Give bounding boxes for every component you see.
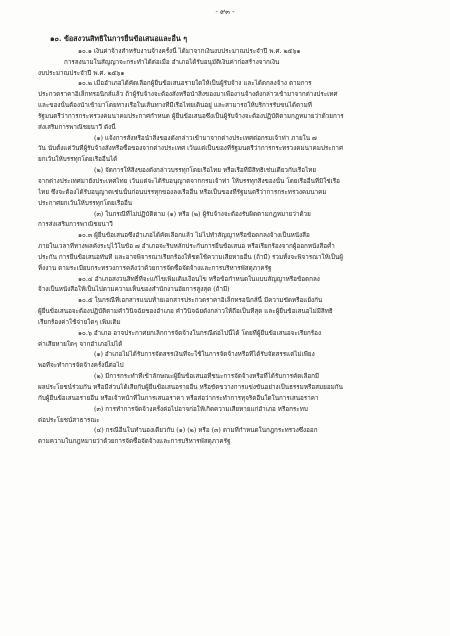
text-line: ต่อประโยชน์สาธารณะ xyxy=(38,416,100,424)
section-heading: ๑๐. ข้อสงวนสิทธิในการยื่นข้อเสนอและอื่น ๆ xyxy=(50,34,188,43)
text-line: ไทย ซึ่งจะต้องได้รับอนุญาตเช่นนั้นก่อนบรรทุกของลงเรืออื่น หรือเป็นของที่รัฐมนตรีว่าการกระทรวงคมนาคม xyxy=(38,188,327,196)
page-number: - ๙๓ - xyxy=(215,8,235,16)
text-line: ภายในเวลาที่ทางพลคังระบุไว้ในข้อ ๗ อำเภอจะริบหลักประกันการยื่นข้อเสนอ หรือเรียกร้องจากผู้ออกหนังสือค้ำ xyxy=(38,243,335,251)
text-line: กับผู้ยื่นข้อเสนอรายอื่น หรือเจ้าหน้าที่ในการเสนอราคา หรือส่อว่ากระทำการทุจริตอื่นใดในการเสนอราคา xyxy=(38,394,319,402)
text-line: ๑๐.๔ อำเภอสงวนสิทธิ์ที่จะแก้ไขเพิ่มเติมเงื่อนไข หรือข้อกำหนดในแบบสัญญาหรือข้อตกลง xyxy=(78,275,320,283)
text-line: (๑) แจ้งการสั่งหรือนำสิ่งของดังกล่าวเข้ามาจากต่างประเทศต่อกรมเจ้าท่า ภายใน ๗ xyxy=(94,134,317,142)
text-line: ตามความในกฎหมายว่าด้วยการจัดซื้อจัดจ้างและการบริหารพัสดุภาครัฐ xyxy=(38,438,231,446)
text-line: ส่งเสริมการพาณิชยนาวี ดังนี้ xyxy=(38,123,116,131)
text-line: พอที่จะทำการจัดจ้างครั้งนี้ต่อไป xyxy=(38,362,124,370)
text-line: (๓) การทำการจัดจ้างครั้งต่อไปอาจก่อให้เกิดความเสียหายแก่อำเภอ หรือกระทบ xyxy=(94,405,308,413)
text-line: ผลประโยชน์ร่วมกัน หรือมีส่วนได้เสียกับผู้ยื่นข้อเสนอรายอื่น หรือขัดขวางการแข่งขันอย่างเป็นธรรมหรือสมยอมกัน xyxy=(38,384,343,391)
text-line: จ้างเป็นหนังสือให้เป็นไปตามความเห็นของสำนักงานอัยการสูงสุด (ถ้ามี) xyxy=(38,286,230,294)
text-line: ๑๐.๑ เงินค่าจ้างสำหรับงานจ้างครั้งนี้ ได้มาจากเงินงบประมาณประจำปี พ.ศ. ๒๕๖๑ xyxy=(78,47,301,55)
text-line: จากต่างประเทศมายังประเทศไทย เว้นแต่จะได้รับอนุญาตจากกรมเจ้าท่า ให้บรรทุกสิ่งของนั้น โดยเรืออื่นที่มิใช่เรือ xyxy=(38,177,340,185)
text-line: ๑๐.๖ อำเภอ อาจประกาศยกเลิกการจัดจ้างในกรณีต่อไปนี้ได้ โดยที่ผู้ยื่นข้อเสนอจะเรียกร้อง xyxy=(78,329,322,337)
text-line: (๓) ในกรณีที่ไม่ปฏิบัติตาม (๑) หรือ (๒) ผู้รับจ้างจะต้องรับผิดตามกฎหมายว่าด้วย xyxy=(94,210,311,218)
text-line: ผู้ยื่นข้อเสนอจะต้องปฏิบัติตามคำวินิจฉัยของอำเภอ คำวินิจฉัยดังกล่าวให้ถือเป็นที่สุด และผู้ยื่นข้อเสนอไม่มีสิทธิ xyxy=(38,308,333,316)
text-line: ประกาศยกเว้นให้บรรทุกโดยเรืออื่น xyxy=(38,199,133,207)
text-line: วัน นับตั้งแต่วันที่ผู้รับจ้างสั่งหรือซื้อของจากต่างประเทศ เว้นแต่เป็นของที่รัฐมนตรีว่าการกระทรวงคมนาคมประกาศ xyxy=(38,145,343,153)
text-line: ๑๐.๕ ในกรณีที่เอกสารแนบท้ายเอกสารประกวดราคาอิเล็กทรอนิกส์นี้ มีความขัดหรือแย้งกัน xyxy=(78,297,323,305)
text-line: ค่าเสียหายใดๆ จากอำเภอไม่ได้ xyxy=(38,340,123,348)
text-line: (๒) มีการกระทำที่เข้าลักษณะผู้ยื่นข้อเสนอที่ชนะการจัดจ้างหรือที่ได้รับการคัดเลือกมี xyxy=(94,373,320,381)
document-body xyxy=(38,34,418,448)
text-line: การส่งเสริมการพาณิชยนาวี xyxy=(38,221,113,229)
text-line: ๑๐.๓ ผู้ยื่นข้อเสนอซึ่งอำเภอได้คัดเลือกแล้ว ไม่ไปทำสัญญาหรือข้อตกลงจ้างเป็นหนังสือ xyxy=(78,232,310,240)
text-line: ๑๐.๒ เมื่ออำเภอได้คัดเลือกผู้ยื่นข้อเสนอรายใดให้เป็นผู้รับจ้าง และได้ตกลงจ้าง ตามการ xyxy=(78,80,312,88)
text-line: รัฐมนตรีว่าการกระทรวงคมนาคมประกาศกำหนด ผู้ยื่นข้อเสนอซึ่งเป็นผู้รับจ้างจะต้องปฏิบัติตามกฎหมายว่าด้วยการ xyxy=(38,112,344,120)
text-line: และของนั้นต้องนำเข้ามาโดยทางเรือในเส้นทางที่มีเรือไทยเดินอยู่ และสามารถให้บริการรับขนได้ตามที่ xyxy=(38,102,312,110)
text-line: ประกวดราคาอิเล็กทรอนิกส์แล้ว ถ้าผู้รับจ้างจะต้องสั่งหรือนำสิ่งของมาเพื่องานจ้างดังกล่าวเข้ามาจากต่างประเทศ xyxy=(38,91,338,99)
text-line: ประกัน การยื่นข้อเสนอทันที และอาจพิจารณาเรียกร้องให้ชดใช้ความเสียหายอื่น (ถ้ามี) รวมทั้งจะพิจารณาให้เป็นผู้ xyxy=(38,253,343,261)
text-line: การลงนามในสัญญาจะกระทำได้ต่อเมื่อ อำเภอได้รับอนุมัติเงินค่าก่อสร้างจากเงิน xyxy=(64,58,280,66)
text-line: (๔) กรณีอื่นในทำนองเดียวกับ (๑) (๒) หรือ (๓) ตามที่กำหนดในกฎกระทรวงซึ่งออก xyxy=(94,427,318,435)
text-line: งบประมาณประจำปี พ.ศ. ๒๕๖๑ xyxy=(38,69,125,77)
text-line: (๑) อำเภอไม่ได้รับการจัดสรรเงินที่จะใช้ในการจัดจ้างหรือที่ได้รับจัดสรรแต่ไม่เพียง xyxy=(94,351,315,359)
text-line: เรียกร้องค่าใช้จ่ายใดๆ เพิ่มเติม xyxy=(38,318,121,326)
text-line: ทิ้งงาน ตามระเบียบกระทรวงการคลังว่าด้วยการจัดซื้อจัดจ้างและการบริหารพัสดุภาครัฐ xyxy=(38,264,272,272)
text-line: ยกเว้นให้บรรทุกโดยเรืออื่นได้ xyxy=(38,156,118,164)
paragraph-lines xyxy=(38,47,418,448)
text-line: (๒) จัดการให้สิ่งของดังกล่าวบรรทุกโดยเรือไทย หรือเรือที่มีสิทธิเช่นเดียวกับเรือไทย xyxy=(94,167,317,175)
